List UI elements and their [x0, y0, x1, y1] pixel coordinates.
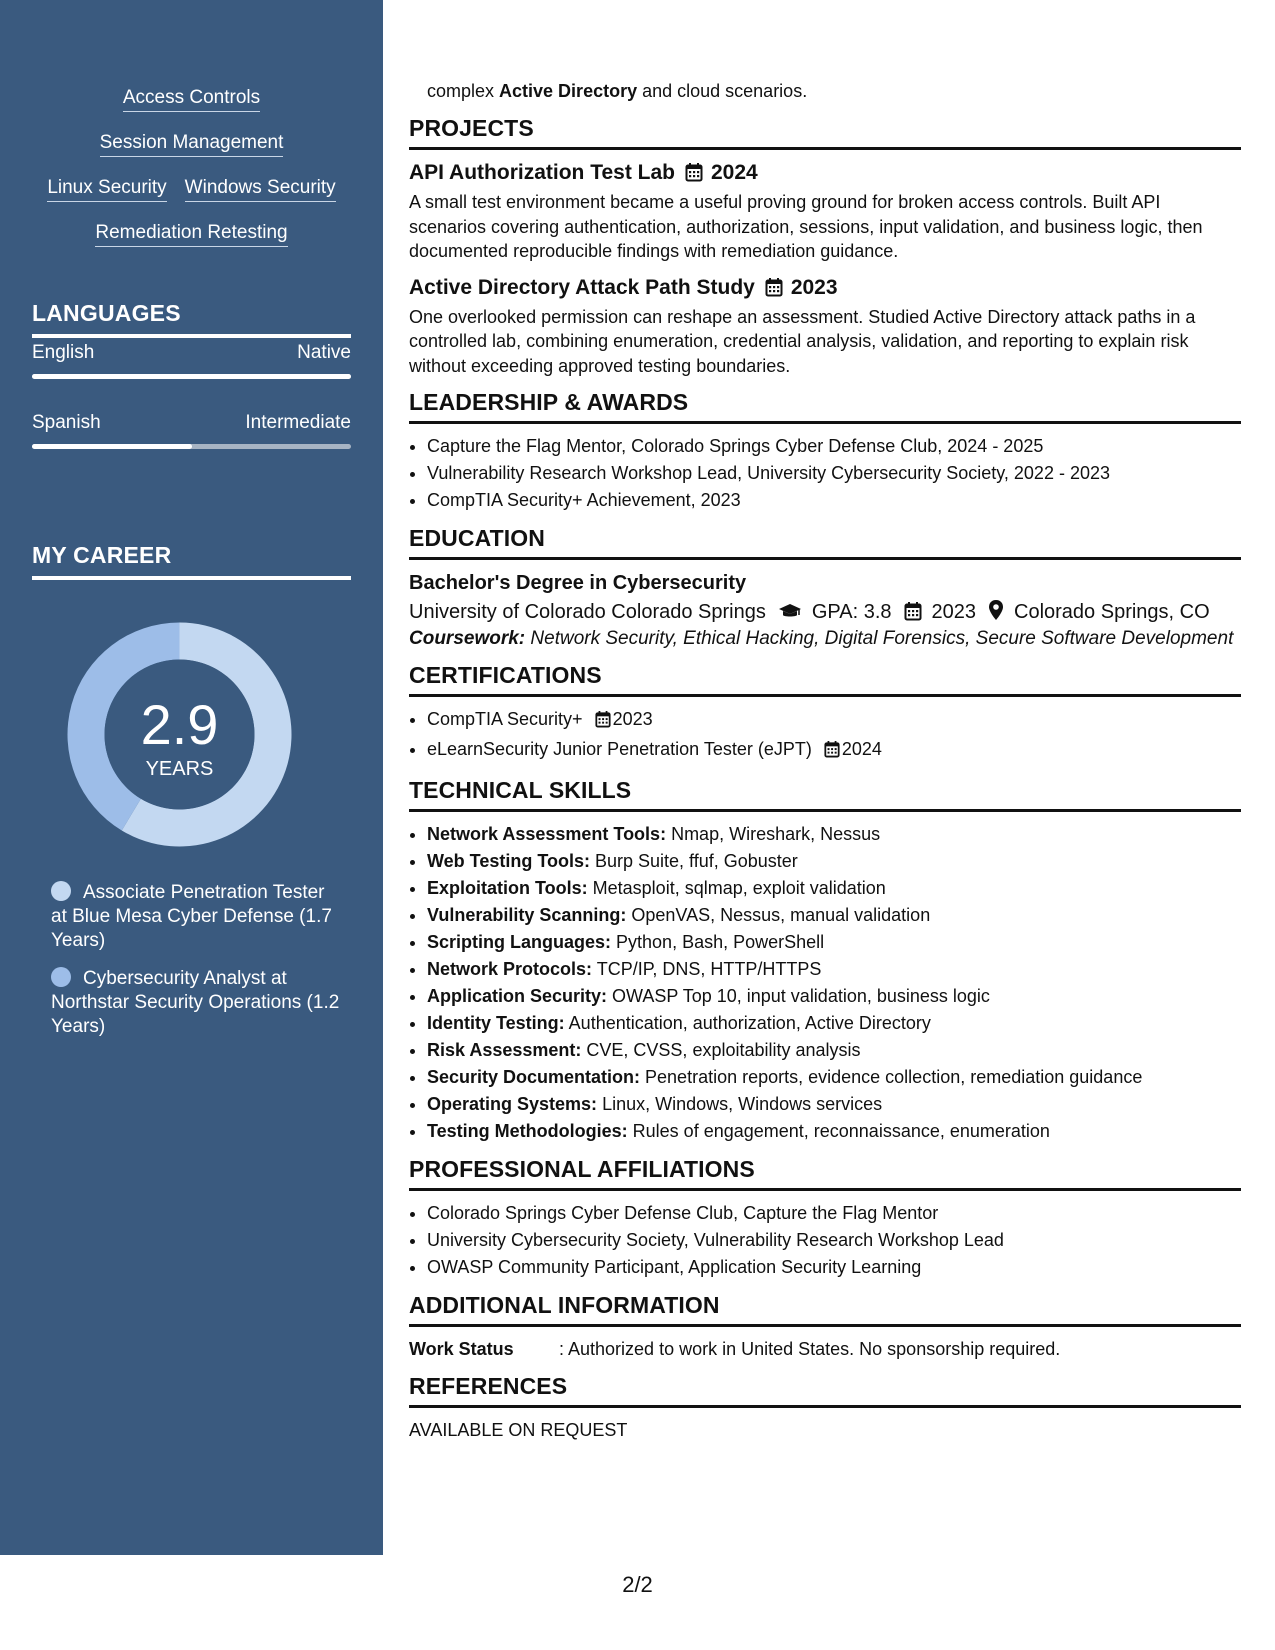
graduation-cap-icon: [778, 601, 802, 623]
skill-value: Authentication, authorization, Active Directory: [564, 1013, 931, 1033]
language-level: Native: [297, 342, 351, 363]
certification-name: eLearnSecurity Junior Penetration Tester (eJPT): [427, 739, 812, 759]
skill-label: Network Protocols:: [427, 959, 593, 979]
language-level: Intermediate: [245, 412, 351, 433]
language-name: English: [32, 342, 95, 363]
education-coursework: [409, 627, 1241, 651]
skill-row: [32, 221, 351, 247]
career-item-text: Cybersecurity Analyst at Northstar Security Operations (1.2 Years): [51, 968, 340, 1037]
work-status-value: : Authorized to work in United States. No sponsorship required.: [559, 1339, 1061, 1359]
language-spanish: [32, 412, 351, 449]
project-year: 2024: [711, 161, 758, 184]
skill-row: [32, 131, 351, 157]
additional-info-heading: ADDITIONAL INFORMATION: [409, 1292, 1241, 1327]
skill-item: [427, 902, 1241, 929]
education-gpa: GPA: 3.8: [811, 601, 892, 623]
certification-item: [427, 706, 1241, 736]
project-title: API Authorization Test Lab: [409, 161, 675, 184]
skill-label: Web Testing Tools:: [427, 851, 590, 871]
skill-label: Scripting Languages:: [427, 932, 612, 952]
skill-item: [427, 1010, 1241, 1037]
calendar-icon: [685, 162, 703, 190]
language-name: Spanish: [32, 412, 101, 433]
career-item: [51, 881, 341, 953]
coursework-label: Coursework:: [409, 628, 526, 649]
career-heading: MY CAREER: [32, 542, 351, 580]
affiliations-list: [409, 1200, 1241, 1281]
calendar-icon: [765, 277, 783, 305]
skill-value: OWASP Top 10, input validation, business logic: [607, 986, 990, 1006]
education-year: 2023: [931, 601, 977, 623]
location-pin-icon: [988, 601, 1004, 623]
skill-value: OpenVAS, Nessus, manual validation: [626, 905, 931, 925]
skill-label: Testing Methodologies:: [427, 1121, 628, 1141]
skill-tag-windows-security[interactable]: Windows Security: [185, 176, 336, 202]
skill-label: Network Assessment Tools:: [427, 824, 667, 844]
certification-year: 2023: [612, 709, 653, 729]
education-meta: [409, 597, 1241, 627]
certification-year: 2024: [841, 739, 882, 759]
calendar-icon: [595, 709, 611, 736]
career-legend-dot: [51, 881, 71, 901]
leadership-heading: LEADERSHIP & AWARDS: [409, 389, 1241, 424]
language-proficiency-fill: [32, 444, 192, 449]
skill-value: Nmap, Wireshark, Nessus: [666, 824, 881, 844]
project-item: [409, 159, 1241, 264]
project-year: 2023: [790, 275, 838, 299]
work-status-label: Work Status: [409, 1339, 514, 1359]
skill-item: [427, 1118, 1241, 1145]
career-total-value: 2.9: [140, 693, 219, 756]
skill-value: Linux, Windows, Windows services: [597, 1094, 883, 1114]
skill-item: [427, 875, 1241, 902]
skill-value: Metasploit, sqlmap, exploit validation: [587, 878, 886, 898]
calendar-icon: [824, 739, 840, 766]
skill-label: Operating Systems:: [427, 1094, 598, 1114]
continued-text-bold: Active Directory: [499, 81, 638, 101]
work-status-row: [409, 1336, 1241, 1362]
skill-row: [32, 176, 351, 202]
skill-item: [427, 1064, 1241, 1091]
skill-row: [32, 86, 351, 112]
career-list: [51, 881, 341, 1053]
career-total-unit: YEARS: [145, 758, 214, 780]
project-description: A small test environment became a useful proving ground for broken access controls. Built API scenarios covering authentication, authorization, sessions, input validation, and business logic, then documented reproducible findings with remediation guidance.: [409, 192, 1203, 261]
education-degree: Bachelor's Degree in Cybersecurity: [409, 572, 747, 594]
language-english: [32, 342, 351, 379]
skill-tags: [32, 86, 351, 266]
language-proficiency-bar: [32, 444, 351, 449]
career-legend-dot: [51, 967, 71, 987]
continued-text-end: and cloud scenarios.: [637, 81, 808, 101]
language-proficiency-fill: [32, 374, 351, 379]
continued-text-start: complex: [427, 81, 500, 101]
page-number: 2/2: [622, 1572, 653, 1597]
education-location: Colorado Springs, CO: [1014, 601, 1210, 623]
skill-label: Exploitation Tools:: [427, 878, 588, 898]
skill-label: Identity Testing:: [427, 1013, 565, 1033]
skill-value: CVE, CVSS, exploitability analysis: [581, 1040, 861, 1060]
career-item-text: Associate Penetration Tester at Blue Mesa Cyber Defense (1.7 Years): [51, 882, 332, 951]
career-item: [51, 967, 341, 1039]
skill-value: Rules of engagement, reconnaissance, enumeration: [627, 1121, 1050, 1141]
skill-item: [427, 983, 1241, 1010]
skill-value: TCP/IP, DNS, HTTP/HTTPS: [592, 959, 822, 979]
list-item: • Colorado Springs Cyber Defense Club, Capture the Flag Mentor: [427, 1200, 1241, 1227]
technical-skills-heading: TECHNICAL SKILLS: [409, 777, 1241, 812]
certification-name: CompTIA Security+: [427, 709, 583, 729]
list-item: • CompTIA Security+ Achievement, 2023: [427, 487, 1241, 514]
list-item: • University Cybersecurity Society, Vulnerability Research Workshop Lead: [427, 1227, 1241, 1254]
project-description: One overlooked permission can reshape an assessment. Studied Active Directory attack paths in a controlled lab, combining enumeration, credential analysis, validation, and reporting to explain risk without exceeding approved testing boundaries.: [409, 306, 1196, 376]
skill-item: [427, 1037, 1241, 1064]
references-heading: REFERENCES: [409, 1373, 1241, 1408]
language-proficiency-bar: [32, 374, 351, 379]
skill-item: [427, 1091, 1241, 1118]
references-text: AVAILABLE ON REQUEST: [409, 1420, 628, 1440]
certifications-list: [409, 706, 1241, 766]
skill-item: [427, 929, 1241, 956]
skill-tag-session-management[interactable]: Session Management: [100, 131, 284, 157]
main-content: [409, 78, 1241, 1443]
leadership-list: [409, 433, 1241, 514]
sidebar: [0, 0, 383, 1555]
list-item: • Vulnerability Research Workshop Lead, University Cybersecurity Society, 2022 - 2023: [427, 460, 1241, 487]
skill-value: Python, Bash, PowerShell: [611, 932, 825, 952]
project-item: [409, 274, 1241, 379]
list-item: • OWASP Community Participant, Application Security Learning: [427, 1254, 1241, 1281]
project-title: Active Directory Attack Path Study: [409, 275, 755, 299]
skill-item: [427, 821, 1241, 848]
skill-value: Burp Suite, ffuf, Gobuster: [590, 851, 798, 871]
calendar-icon: [904, 601, 922, 623]
affiliations-heading: PROFESSIONAL AFFILIATIONS: [409, 1156, 1241, 1191]
projects-heading: PROJECTS: [409, 115, 1241, 150]
skill-tag-linux-security[interactable]: Linux Security: [47, 176, 166, 202]
skill-item: [427, 956, 1241, 983]
skill-tag-remediation-retesting[interactable]: Remediation Retesting: [95, 221, 287, 247]
career-donut-chart: [67, 622, 292, 847]
skill-value: Penetration reports, evidence collection, remediation guidance: [640, 1067, 1143, 1087]
skill-tag-access-controls[interactable]: Access Controls: [123, 86, 260, 112]
coursework-text: Network Security, Ethical Hacking, Digital Forensics, Secure Software Development: [525, 628, 1234, 649]
education-school: University of Colorado Colorado Springs: [409, 601, 766, 623]
skill-label: Risk Assessment:: [427, 1040, 582, 1060]
continued-text: [409, 78, 1241, 104]
list-item: • Capture the Flag Mentor, Colorado Springs Cyber Defense Club, 2024 - 2025: [427, 433, 1241, 460]
skill-label: Vulnerability Scanning:: [427, 905, 627, 925]
skill-label: Security Documentation:: [427, 1067, 641, 1087]
education-heading: EDUCATION: [409, 525, 1241, 560]
technical-skills-list: [409, 821, 1241, 1145]
languages-heading: LANGUAGES: [32, 300, 351, 338]
skill-item: [427, 848, 1241, 875]
certification-item: [427, 736, 1241, 766]
skill-label: Application Security:: [427, 986, 608, 1006]
certifications-heading: CERTIFICATIONS: [409, 662, 1241, 697]
